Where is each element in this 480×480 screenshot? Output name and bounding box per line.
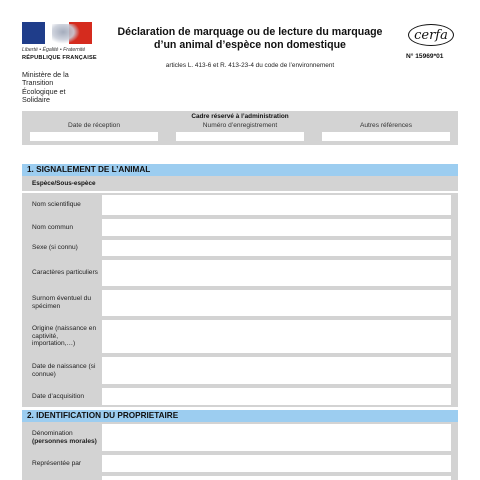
- form-row-denomination: [22, 422, 458, 453]
- marianne-logo: [22, 22, 92, 44]
- form-row-common-name: [22, 217, 458, 238]
- scientific-name-field[interactable]: [102, 195, 451, 215]
- field-label: Origine (naissance en captivité, importation,…): [32, 325, 97, 348]
- form-row-nickname: [22, 288, 458, 318]
- admin-col-reception-date: [30, 122, 158, 142]
- form-title: [100, 26, 400, 52]
- field-label: Nom scientifique: [32, 201, 81, 209]
- ministry-name: Ministère de la Transition Écologique et Solidaire: [22, 70, 69, 105]
- registration-number-field[interactable]: [176, 132, 304, 141]
- form-title-line1: Déclaration de marquage ou de lecture du marquage: [117, 26, 383, 38]
- represented-by-field[interactable]: [102, 455, 451, 472]
- form-row-represented-by: [22, 453, 458, 474]
- next-field[interactable]: [102, 476, 451, 480]
- sex-field[interactable]: [102, 240, 451, 256]
- cerfa-logo: cerfa: [408, 24, 454, 46]
- admin-label: Autres références: [359, 122, 413, 129]
- denomination-field[interactable]: [102, 424, 451, 451]
- form-row-acquisition-date: [22, 386, 458, 407]
- legal-entities-note: (personnes morales): [32, 437, 97, 445]
- common-name-field[interactable]: [102, 219, 451, 236]
- field-label: Sexe (si connu): [32, 244, 78, 252]
- field-label: Date d’acquisition: [32, 392, 85, 400]
- form-row-origin: [22, 318, 458, 355]
- section-owner-header: 2. IDENTIFICATION DU PROPRIETAIRE: [22, 410, 458, 422]
- nickname-field[interactable]: [102, 290, 451, 316]
- section-animal-header: 1. SIGNALEMENT DE L’ANIMAL: [22, 164, 458, 176]
- field-label: Nom commun: [32, 223, 74, 231]
- field-label: Représentée par: [32, 459, 82, 467]
- field-label: Surnom éventuel du spécimen: [32, 295, 92, 310]
- form-title-line2: d’un animal d’espèce non domestique: [154, 39, 346, 51]
- admin-col-other-references: [322, 122, 450, 142]
- other-references-field[interactable]: [322, 132, 450, 141]
- admin-title: Cadre réservé à l’administration: [191, 113, 289, 120]
- republic-motto: Liberté • Égalité • Fraternité: [22, 47, 86, 53]
- form-row-characteristics: [22, 258, 458, 288]
- republic-name: RÉPUBLIQUE FRANÇAISE: [22, 55, 97, 61]
- legal-articles: articles L. 413-6 et R. 413-23-4 du code de l’environnement: [165, 62, 335, 69]
- form-row-sex: [22, 238, 458, 258]
- admin-reserved-box: [22, 111, 458, 145]
- species-subheader: Espèce/Sous-espèce: [22, 176, 458, 191]
- characteristics-field[interactable]: [102, 260, 451, 286]
- form-row-next: [22, 474, 458, 480]
- acquisition-date-field[interactable]: [102, 388, 451, 405]
- field-label: [32, 422, 100, 453]
- field-label: Date de naissance (si connue): [32, 362, 96, 378]
- admin-label: Date de réception: [67, 122, 121, 129]
- birth-date-field[interactable]: [102, 357, 451, 384]
- field-label: Caractères particuliers: [32, 269, 98, 277]
- reception-date-field[interactable]: [30, 132, 158, 141]
- admin-col-registration-number: [176, 122, 304, 142]
- admin-label: Numéro d’enregistrement: [202, 122, 278, 129]
- cerfa-number: N° 15969*01: [406, 53, 444, 60]
- flag-icon: [22, 22, 92, 44]
- form-row-scientific-name: [22, 193, 458, 217]
- denomination-label: Dénomination: [32, 429, 73, 437]
- origin-field[interactable]: [102, 320, 451, 353]
- form-row-birth-date: [22, 355, 458, 386]
